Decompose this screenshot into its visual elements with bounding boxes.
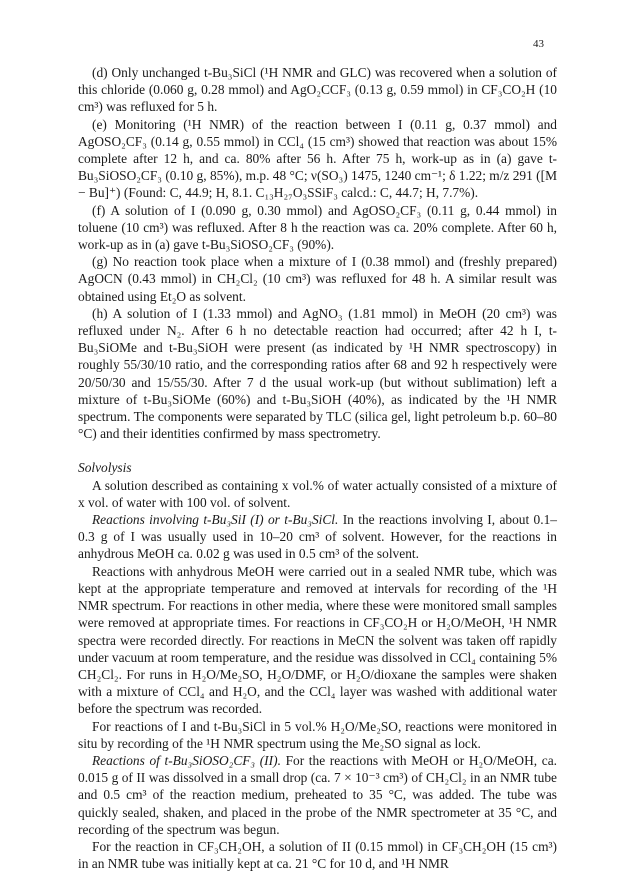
paragraph-silyl-halide-reactions bbox=[78, 511, 557, 563]
procedure-e: (e) Monitoring (¹H NMR) of the reaction between I (0.11 g, 0.37 mmol) and AgOSO₂CF₃ (0.14 g, 0.55 mmol) in CCl₄ (15 cm³) showed that reaction was about 15% complete after 12 h, and ca. 80% after 56 h. After 75 h, work-up as in (a) gave t-Bu₃SiOSO₂CF₃ (0.10 g, 85%), m.p. 48 °C; ν(SO₃) 1475, 1240 cm⁻¹; δ 1.22; m/z 291 ([M − Bu]⁺) (Found: C, 44.9; H, 8.1. C₁₃H₂₇O₃SSiF₃ calcd.: C, 44.7; H, 7.7%). bbox=[78, 116, 557, 201]
paragraph-anhydrous-meoh: Reactions with anhydrous MeOH were carried out in a sealed NMR tube, which was kept at the appropriate temperature and removed at intervals for recording of the ¹H NMR spectrum. For reactions in other media, where these were monitored small samples were removed at appropriate times. For reactions in CF₃CO₂H or H₂O/MeOH, ¹H NMR spectra were recorded directly. For reactions in MeCN the solvent was taken off rapidly under vacuum at room temperature, and the residue was dissolved in CCl₄ containing 5% CH₂Cl₂. For runs in H₂O/Me₂SO, H₂O/DMF, or H₂O/dioxane the samples were shaken with a mixture of CCl₄ and H₂O, and the CCl₄ layer was washed with additional water before the spectrum was recorded. bbox=[78, 563, 557, 717]
paragraph-trifluoroethanol: For the reaction in CF₃CH₂OH, a solution of II (0.15 mmol) in CF₃CH₂OH (15 cm³) in an NMR tube was initially kept at ca. 21 °C for 10 d, and ¹H NMR bbox=[78, 838, 557, 872]
subheading-triflate: Reactions of t-Bu₃SiOSO₂CF₃ (II). bbox=[92, 752, 281, 768]
body-text bbox=[78, 64, 557, 872]
paragraph-water-definition: A solution described as containing x vol.% of water actually consisted of a mixture of x vol. of water with 100 vol. of solvent. bbox=[78, 477, 557, 510]
procedure-f: (f) A solution of I (0.090 g, 0.30 mmol) and AgOSO₂CF₃ (0.11 g, 0.44 mmol) in toluene (10 cm³) was refluxed. After 8 h the reaction was ca. 20% complete. After 60 h, work-up as in (a) gave t-Bu₃SiOSO₂CF₃ (90%). bbox=[78, 202, 557, 253]
subheading-silyl-halides: Reactions involving t-Bu₃SiI (I) or t-Bu₃SiCl. bbox=[92, 512, 339, 528]
silyl-halide-text: In the reactions involving I, about 0.1–0.3 g of I was usually used in 10–20 cm³ of solvent. However, for the reactions in anhydrous MeOH ca. 0.02 g was used in 0.5 cm³ of the solvent. bbox=[78, 512, 557, 562]
section-heading-solvolysis: Solvolysis bbox=[78, 460, 132, 476]
procedure-h: (h) A solution of I (1.33 mmol) and AgNO₃ (1.81 mmol) in MeOH (20 cm³) was refluxed under N₂. After 6 h no detectable reaction had occurred; after 42 h I, t-Bu₃SiOMe and t-Bu₃SiOH were present (as indicated by ¹H NMR spectroscopy) in roughly 55/30/10 ratio, and the corresponding ratios after 68 and 92 h respectively were 20/50/30 and 15/55/30. After 7 d the usual work-up (but without sublimation) left a mixture of t-Bu₃SiOMe (60%) and t-Bu₃SiOH (40%), as indicated by the ¹H NMR spectrum. The components were separated by TLC (silica gel, light petroleum b.p. 60–80 °C) and their identities confirmed by mass spectrometry. bbox=[78, 305, 557, 442]
paragraph-in-situ-monitoring: For reactions of I and t-Bu₃SiCl in 5 vol.% H₂O/Me₂SO, reactions were monitored in situ by recording of the ¹H NMR spectrum using the Me₂SO signal as lock. bbox=[78, 718, 557, 751]
procedure-g: (g) No reaction took place when a mixture of I (0.38 mmol) and (freshly prepared) AgOCN (0.43 mmol) in CH₂Cl₂ (10 cm³) was refluxed for 48 h. A similar result was obtained using Et₂O as solvent. bbox=[78, 254, 557, 304]
paragraph-triflate-reactions bbox=[78, 752, 557, 838]
procedure-d: (d) Only unchanged t-Bu₃SiCl (¹H NMR and GLC) was recovered when a solution of this chloride (0.060 g, 0.28 mmol) and AgO₂CCF₃ (0.13 g, 0.59 mmol) in CF₃CO₂H (10 cm³) was refluxed for 5 h. bbox=[78, 65, 557, 115]
triflate-text: For the reactions with MeOH or H₂O/MeOH, ca. 0.015 g of II was dissolved in a small drop (ca. 7 × 10⁻³ cm³) of CH₂Cl₂ in an NMR tube and 0.5 cm³ of the reaction medium, preheated to 35 °C, was added. The tube was quickly sealed, shaken, and placed in the probe of the NMR spectrometer at 35 °C, and recording of the spectrum was begun. bbox=[78, 752, 558, 837]
page-number: 43 bbox=[533, 38, 544, 50]
